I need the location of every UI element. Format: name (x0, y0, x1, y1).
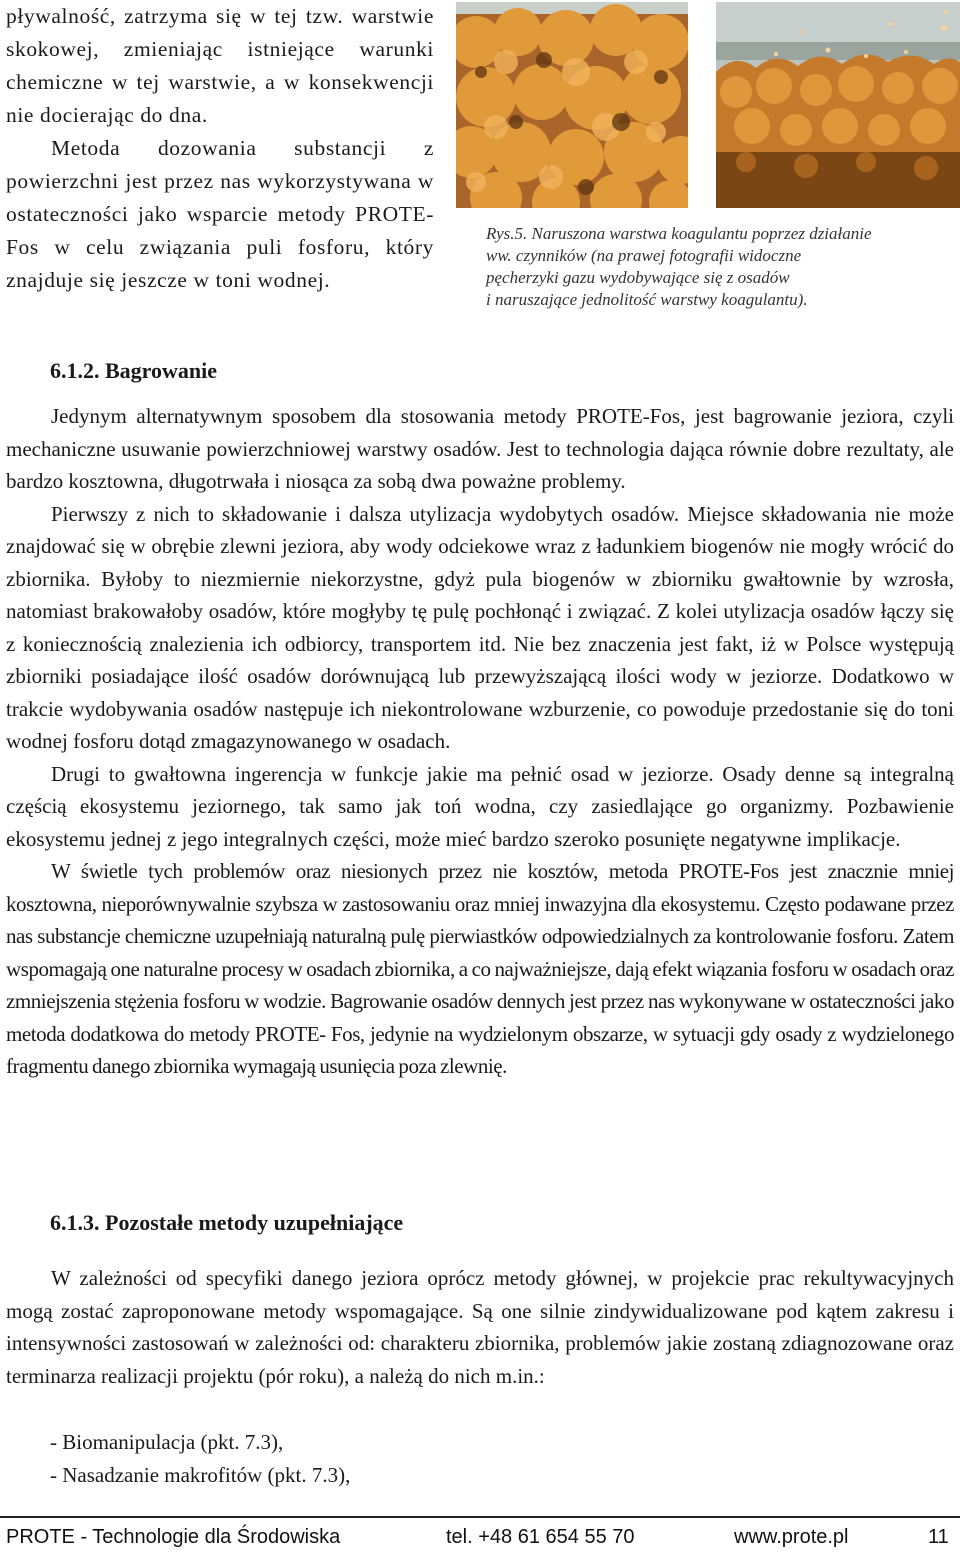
caption-line-3: pęcherzyki gazu wydobywające się z osadów (486, 268, 790, 287)
bagrowanie-paragraph-1: Jedynym alternatywnym sposobem dla stosowania metody PROTE-Fos, jest bagrowanie jeziora, czyli mechaniczne usuwanie powierzchniowej warstwy osadów. Jest to technologia dająca równie dobre rezultaty, ale bardzo kosztowna, długotrwała i niosąca za sobą dwa poważne problemy. (6, 404, 954, 493)
intro-paragraph-2: Metoda dozowania substancji z powierzchni jest przez nas wykorzystywana w ostateczności jako wsparcie metody PROTE-Fos w celu związania puli fosforu, który znajduje się jeszcze w toni wodnej. (6, 136, 434, 292)
pozostale-paragraph: W zależności od specyfiki danego jeziora oprócz metody głównej, w projekcie prac rekultywacyjnych mogą zostać zaproponowane metody wspomagające. Są one silnie zindywidualizowane pod kątem zakresu i intensywności zastosowań w zależności od: charakteru zbiornika, problemów jakie zostaną zdiagnozowane oraz terminarza realizacji projektu (pór roku), a należą do nich m.in.: (6, 1266, 954, 1388)
footer-company: PROTE - Technologie dla Środowiska (6, 1526, 341, 1548)
intro-paragraph-1: pływalność, zatrzyma się w tej tzw. warstwie skokowej, zmieniając istniejące warunki chemiczne w tej warstwie, a w konsekwencji nie docierając do dna. (6, 4, 434, 127)
section-6-1-3-body (6, 1262, 954, 1392)
section-heading-6-1-2: 6.1.2. Bagrowanie (50, 358, 218, 383)
list-item: - Nasadzanie makrofitów (pkt. 7.3), (50, 1462, 351, 1487)
caption-line-2: ww. czynników (na prawej fotografii widoczne (486, 246, 802, 265)
figure-photo-right (716, 2, 960, 208)
footer-website[interactable]: www.prote.pl (734, 1526, 849, 1548)
caption-line-1: Rys.5. Naruszona warstwa koagulantu poprzez działanie (486, 224, 872, 243)
footer-divider (0, 1516, 960, 1518)
intro-column (6, 0, 434, 297)
footer-phone: tel. +48 61 654 55 70 (446, 1526, 635, 1548)
figure-photo-left (456, 2, 688, 208)
caption-line-4: i naruszające jednolitość warstwy koagulantu). (486, 290, 808, 309)
list-item: - Biomanipulacja (pkt. 7.3), (50, 1430, 284, 1454)
page-footer (6, 1526, 956, 1556)
methods-list (50, 1426, 650, 1491)
section-heading-6-1-3: 6.1.3. Pozostałe metody uzupełniające (50, 1210, 404, 1235)
page-number: 11 (928, 1526, 949, 1548)
figure-caption (486, 223, 956, 311)
bagrowanie-paragraph-2: Pierwszy z nich to składowanie i dalsza utylizacja wydobytych osadów. Miejsce składowania nie może znajdować się w obrębie zlewni jeziora, aby wody odciekowe wraz z ładunkiem biogenów nie mogły wrócić do zbiornika. Byłoby to niezmiernie niekorzystne, gdyż pula biogenów w zbiorniku gwałtownie by wzrosła, natomiast brakowałoby osadów, które mogłyby tę pulę pochłonąć i związać. Z kolei utylizacja osadów łączy się z koniecznością znalezienia ich odbiorcy, transportem itd. Nie bez znaczenia jest fakt, iż w Polsce występują zbiorniki posiadające ilość osadów dorównującą lub przewyższającą ilości wody w jeziorze. Dodatkowo w trakcie wydobywania osadów następuje ich niekontrolowane wzburzenie, co powoduje przedostanie się do toni wodnej fosforu dotąd zmagazynowanego w osadach. (6, 501, 954, 753)
bagrowanie-paragraph-3: Drugi to gwałtowna ingerencja w funkcje jakie ma pełnić osad w jeziorze. Osady denne są integralną częścią ekosystemu jeziornego, tak samo jak toń wodna, czy zasiedlające go organizmy. Pozbawienie ekosystemu jednej z jego integralnych części, może mieć bardzo szeroko posunięte negatywne implikacje. (6, 761, 954, 851)
bagrowanie-paragraph-4: W świetle tych problemów oraz niesionych przez nie kosztów, metoda PROTE-Fos jest znacznie mniej kosztowna, nieporównywalnie szybsza w zastosowaniu oraz mniej inwazyjna dla ekosystemu. Często podawane przez nas substancje chemiczne uzupełniają naturalną pulę pierwiastków odpowiedzialnych za kontrolowanie fosforu. Zatem wspomagają one naturalne procesy w osadach zbiornika, a co najważniejsze, dają efekt wiązania fosforu w osadach oraz zmniejszenia stężenia fosforu w wodzie. Bagrowanie osadów dennych jest przez nas wykonywane w ostateczności jako metoda dodatkowa do metody PROTE- Fos, jedynie na wydzielonym obszarze, w sytuacji gdy osady z wydzielonego fragmentu danego zbiornika wymagają usunięcia poza zlewnię. (6, 859, 954, 1078)
section-6-1-2-body (6, 400, 954, 1083)
